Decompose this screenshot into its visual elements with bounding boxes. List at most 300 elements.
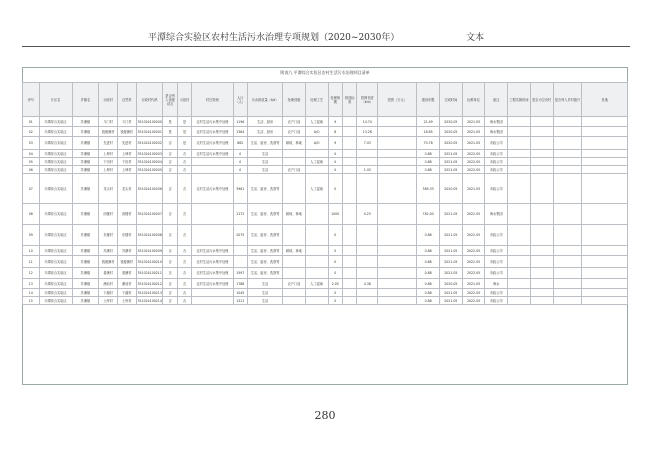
table-cell bbox=[530, 150, 553, 158]
table-cell: 平潭综合实验区 bbox=[39, 204, 72, 225]
table-cell bbox=[357, 297, 378, 305]
table-cell: 862 bbox=[233, 137, 247, 150]
table-caption: 附表九 平潭综合实验区农村生活污水治理项目清单 bbox=[280, 70, 370, 75]
table-cell: 7.43 bbox=[357, 137, 378, 150]
table-cell bbox=[553, 166, 582, 174]
table-cell bbox=[342, 256, 356, 268]
table-row bbox=[23, 127, 628, 137]
table-cell: 0 bbox=[328, 166, 342, 174]
table-cell: 生活 bbox=[248, 289, 283, 297]
table-cell bbox=[192, 297, 233, 305]
table-cell bbox=[342, 297, 356, 305]
table-row bbox=[23, 246, 628, 256]
table-cell: 上坤村 bbox=[117, 150, 136, 158]
table-cell bbox=[283, 225, 306, 246]
table-cell: 否 bbox=[177, 166, 191, 174]
table-cell: 市政公司 bbox=[485, 158, 508, 166]
table-cell bbox=[378, 289, 417, 297]
table-cell: 351024100201 bbox=[136, 127, 163, 137]
table-cell: 2075 bbox=[233, 225, 247, 246]
table-cell bbox=[283, 158, 306, 166]
table-cell: 看澳村 bbox=[117, 268, 136, 279]
table-cell: 苏澳镇 bbox=[72, 297, 99, 305]
table-cell: 市政公司 bbox=[485, 246, 508, 256]
table-cell bbox=[192, 225, 233, 246]
table-cell bbox=[582, 256, 628, 268]
table-cell: 市政公司 bbox=[485, 225, 508, 246]
table-cell: 否 bbox=[177, 225, 191, 246]
document-section-label: 文本 bbox=[466, 33, 485, 43]
table-cell bbox=[508, 166, 531, 174]
table-cell bbox=[553, 256, 582, 268]
table-cell bbox=[342, 166, 356, 174]
table-cell: 否 bbox=[177, 174, 191, 204]
table-cell bbox=[305, 225, 328, 246]
column-header: 备注 bbox=[485, 83, 508, 117]
table-cell: 人工湿地 bbox=[305, 117, 328, 127]
table-row bbox=[23, 166, 628, 174]
table-cell bbox=[582, 137, 628, 150]
table-cell: 是 bbox=[177, 117, 191, 127]
table-cell: 03 bbox=[23, 137, 40, 150]
table-cell bbox=[553, 246, 582, 256]
table-cell bbox=[553, 150, 582, 158]
table-cell: 苏澳镇 bbox=[72, 137, 99, 150]
table-cell bbox=[192, 158, 233, 166]
table-cell bbox=[342, 150, 356, 158]
table-cell: 下田村 bbox=[99, 158, 118, 166]
table-cell: 平潭综合实验区 bbox=[39, 256, 72, 268]
table-cell: 2022.05 bbox=[462, 150, 485, 158]
table-cell bbox=[342, 174, 356, 204]
table-cell bbox=[530, 246, 553, 256]
table-cell: 351024100206 bbox=[136, 174, 163, 204]
table-cell bbox=[342, 279, 356, 289]
table-cell: 2021.05 bbox=[439, 246, 462, 256]
table-cell bbox=[508, 117, 531, 127]
column-header: 其他 bbox=[582, 83, 628, 117]
table-cell: 2021.05 bbox=[439, 166, 462, 174]
table-cell bbox=[305, 166, 328, 174]
table-cell: 上坤村 bbox=[99, 150, 118, 158]
table-cell: 平潭综合实验区 bbox=[39, 150, 72, 158]
table-cell bbox=[192, 166, 233, 174]
table-cell: 0.88 bbox=[417, 279, 440, 289]
table-cell: 351024100205 bbox=[137, 167, 162, 172]
table-cell: 0 bbox=[328, 246, 342, 256]
table-cell: 农户门前 bbox=[283, 127, 306, 137]
table-cell: 2022.05 bbox=[462, 166, 485, 174]
table-cell: 0 bbox=[233, 150, 247, 158]
table-cell: 西楼村 bbox=[117, 204, 136, 225]
table-row bbox=[23, 137, 628, 150]
table-cell: 05 bbox=[23, 158, 40, 166]
table-cell: 生活、厨房、洗涤等 bbox=[248, 204, 283, 225]
table-cell: 2020.05 bbox=[439, 127, 462, 137]
table-cell: 平潭综合实验区 bbox=[39, 127, 72, 137]
table-cell bbox=[283, 256, 306, 268]
table-cell bbox=[283, 289, 306, 297]
table-cell: 否 bbox=[163, 297, 177, 305]
table-cell: 2021.05 bbox=[439, 297, 462, 305]
table-cell: 1788 bbox=[233, 279, 247, 289]
table-cell: 否 bbox=[163, 174, 177, 204]
table-cell: 07 bbox=[23, 174, 40, 204]
table-cell: 2021.05 bbox=[462, 117, 485, 127]
table-cell bbox=[357, 225, 378, 246]
table-cell: 苏澳镇 bbox=[72, 150, 99, 158]
table-cell: 市政公司 bbox=[485, 289, 508, 297]
table-cell: 否 bbox=[163, 158, 177, 166]
column-header: 运维单位 bbox=[462, 83, 485, 117]
table-cell: 0 bbox=[328, 256, 342, 268]
table-cell: 0 bbox=[328, 268, 342, 279]
table-cell: 否 bbox=[177, 256, 191, 268]
table-cell bbox=[553, 137, 582, 150]
table-cell: 2022.05 bbox=[462, 158, 485, 166]
table-row bbox=[23, 279, 628, 289]
table-cell: 14 bbox=[23, 289, 40, 297]
table-cell bbox=[378, 297, 417, 305]
table-cell bbox=[192, 204, 233, 225]
table-cell: 苏澳村 bbox=[99, 246, 118, 256]
table-cell bbox=[305, 256, 328, 268]
column-header: 是否列入省级试点 bbox=[163, 83, 177, 117]
table-cell: 下湖村 bbox=[99, 289, 118, 297]
table-cell: 农村生活污水集中处理 bbox=[192, 256, 233, 268]
table-cell: 15 bbox=[23, 297, 40, 305]
table-cell bbox=[530, 117, 553, 127]
table-cell: 否 bbox=[163, 246, 177, 256]
table-cell: 否 bbox=[163, 166, 177, 174]
table-cell: 782.00 bbox=[417, 204, 440, 225]
table-cell bbox=[378, 268, 417, 279]
column-header: 是否为空壳村 bbox=[530, 83, 553, 117]
table-cell: 否 bbox=[163, 225, 177, 246]
table-cell bbox=[582, 204, 628, 225]
table-cell: 11 bbox=[23, 256, 40, 268]
table-cell bbox=[508, 256, 531, 268]
table-cell: 耕地、林地 bbox=[283, 204, 306, 225]
table-cell: 农村生活污水集中处理 bbox=[192, 246, 233, 256]
table-cell: 1000 bbox=[328, 204, 342, 225]
table-cell bbox=[283, 150, 306, 158]
table-cell: 14.74 bbox=[357, 117, 378, 127]
table-cell: 351024100207 bbox=[136, 204, 163, 225]
table-cell: 土库村 bbox=[117, 297, 136, 305]
table-cell: 2022.05 bbox=[462, 297, 485, 305]
table-cell bbox=[357, 256, 378, 268]
column-header: 投资（万元） bbox=[378, 83, 417, 117]
table-cell bbox=[357, 174, 378, 204]
table-cell bbox=[357, 289, 378, 297]
column-header: 行政村 bbox=[99, 83, 118, 117]
table-cell: 1364 bbox=[233, 127, 247, 137]
table-cell bbox=[530, 256, 553, 268]
table-cell: 生活 bbox=[248, 150, 283, 158]
table-cell bbox=[378, 117, 417, 127]
table-body bbox=[23, 117, 628, 305]
table-cell: 否 bbox=[177, 297, 191, 305]
table-cell: 12 bbox=[23, 268, 40, 279]
table-cell: 生活、厨房 bbox=[248, 117, 283, 127]
table-cell: 351024100214 bbox=[137, 298, 162, 303]
table-row bbox=[23, 268, 628, 279]
table-cell: 否 bbox=[163, 204, 177, 225]
table-cell: 生活 bbox=[248, 166, 283, 174]
table-cell: 海水集团 bbox=[485, 204, 508, 225]
table-cell: 2021.05 bbox=[439, 268, 462, 279]
table-cell: 0 bbox=[233, 166, 247, 174]
table-cell: 385.33 bbox=[417, 174, 440, 204]
page-header bbox=[0, 30, 650, 44]
table-cell: 农户门前 bbox=[283, 166, 306, 174]
table-cell bbox=[582, 117, 628, 127]
table-cell: 351024100212 bbox=[136, 279, 163, 289]
table-cell: 耕地、林地 bbox=[283, 137, 306, 150]
table-cell bbox=[508, 297, 531, 305]
table-cell: 9 bbox=[328, 137, 342, 150]
table-row bbox=[23, 204, 628, 225]
table-cell: 13.26 bbox=[357, 127, 378, 137]
table-cell: 苏澳镇 bbox=[72, 166, 99, 174]
header-rule bbox=[22, 46, 630, 47]
table-cell: 苏澳镇 bbox=[72, 158, 99, 166]
table-cell bbox=[582, 150, 628, 158]
table-cell: 0 bbox=[328, 297, 342, 305]
table-cell: 70.78 bbox=[417, 137, 440, 150]
table-cell bbox=[378, 166, 417, 174]
table-cell bbox=[508, 150, 531, 158]
table-cell: 市政公司 bbox=[485, 268, 508, 279]
table-cell bbox=[530, 289, 553, 297]
table-cell: 2021.05 bbox=[439, 204, 462, 225]
table-cell: 钱便澳村 bbox=[99, 256, 118, 268]
table-cell bbox=[378, 246, 417, 256]
table-cell bbox=[582, 166, 628, 174]
table-cell: 东楼村 bbox=[99, 225, 118, 246]
table-row bbox=[23, 289, 628, 297]
table-cell: 否 bbox=[177, 279, 191, 289]
table-cell bbox=[530, 137, 553, 150]
table-cell bbox=[508, 174, 531, 204]
column-header: 乡镇名 bbox=[72, 83, 99, 117]
table-cell: 市政公司 bbox=[485, 150, 508, 158]
table-cell bbox=[305, 204, 328, 225]
table-cell: 04 bbox=[23, 150, 40, 158]
table-cell: 否 bbox=[163, 268, 177, 279]
table-cell bbox=[378, 137, 417, 150]
table-cell: 0 bbox=[233, 158, 247, 166]
table-cell: 平潭综合实验区 bbox=[39, 137, 72, 150]
table-cell: 市政公司 bbox=[485, 256, 508, 268]
table-cell: 9 bbox=[328, 117, 342, 127]
table-cell: 龙头村 bbox=[99, 174, 118, 204]
table-cell bbox=[508, 289, 531, 297]
table-cell: 1196 bbox=[233, 117, 247, 127]
table-cell: 平潭综合实验区 bbox=[39, 174, 72, 204]
table-cell: 0.88 bbox=[417, 289, 440, 297]
table-cell: 先进村 bbox=[117, 137, 136, 150]
table-header-row bbox=[23, 83, 628, 117]
table-cell: 人工湿地 bbox=[305, 158, 328, 166]
table-cell: 苏澳村 bbox=[117, 246, 136, 256]
table-cell bbox=[553, 117, 582, 127]
table-cell bbox=[553, 297, 582, 305]
table-cell bbox=[553, 289, 582, 297]
table-cell bbox=[378, 204, 417, 225]
table-cell: 08 bbox=[23, 204, 40, 225]
table-cell: 生活、厨房、洗涤等 bbox=[248, 225, 283, 246]
table-cell bbox=[553, 127, 582, 137]
table-cell: 0 bbox=[328, 174, 342, 204]
column-header: 管网长度（km） bbox=[357, 83, 378, 117]
table-cell: 上坤村 bbox=[99, 166, 118, 174]
table-cell: 0.88 bbox=[417, 225, 440, 246]
table-cell bbox=[508, 204, 531, 225]
column-header: 村庄规划 bbox=[192, 83, 233, 117]
table-cell: 351024100208 bbox=[136, 225, 163, 246]
table-cell bbox=[378, 174, 417, 204]
table-cell: 平潭综合实验区 bbox=[39, 246, 72, 256]
table-cell: 苏澳镇 bbox=[72, 268, 99, 279]
table-cell bbox=[530, 225, 553, 246]
table-cell: 平潭综合实验区 bbox=[39, 297, 72, 305]
table-cell: 生活 bbox=[248, 297, 283, 305]
table-cell: 市政公司 bbox=[485, 174, 508, 204]
table-cell: 0.88 bbox=[417, 256, 440, 268]
table-cell: 下田村 bbox=[117, 158, 136, 166]
column-header: 完成时间 bbox=[439, 83, 462, 117]
table-cell: 是 bbox=[177, 137, 191, 150]
table-cell: 是 bbox=[163, 117, 177, 127]
table-row bbox=[23, 117, 628, 127]
table-cell: 0.88 bbox=[417, 297, 440, 305]
table-cell bbox=[342, 225, 356, 246]
table-cell: A/O bbox=[305, 127, 328, 137]
table-cell: A/O bbox=[305, 137, 328, 150]
table-cell: 农村生活污水集中处理 bbox=[192, 150, 233, 158]
table-cell: 平潭综合实验区 bbox=[39, 166, 72, 174]
table-cell: 否 bbox=[163, 279, 177, 289]
table-cell: 钱便澳村 bbox=[117, 127, 136, 137]
table-cell: 上坤村 bbox=[117, 166, 136, 174]
table-row bbox=[23, 158, 628, 166]
table-cell: 21.49 bbox=[417, 117, 440, 127]
table-cell: 苏澳镇 bbox=[72, 289, 99, 297]
table-cell: 苏澳镇 bbox=[72, 127, 99, 137]
table-cell bbox=[508, 246, 531, 256]
column-header: 处理设施 bbox=[283, 83, 306, 117]
table-cell bbox=[357, 158, 378, 166]
table-cell: 平潭综合实验区 bbox=[39, 225, 72, 246]
table-row bbox=[23, 150, 628, 158]
table-cell bbox=[305, 268, 328, 279]
column-header: 污水排放量（t/d） bbox=[248, 83, 283, 117]
table-cell: 1045 bbox=[233, 289, 247, 297]
table-cell bbox=[530, 174, 553, 204]
column-header: 片区名 bbox=[39, 83, 72, 117]
table-cell: 否 bbox=[177, 246, 191, 256]
table-cell: 2021.05 bbox=[439, 256, 462, 268]
table-cell: 农户门前 bbox=[283, 117, 306, 127]
table-cell: 02 bbox=[23, 127, 40, 137]
table-cell: 澳前村 bbox=[99, 279, 118, 289]
table-cell: 平潭综合实验区 bbox=[39, 117, 72, 127]
table-cell: 0.23 bbox=[357, 204, 378, 225]
table-cell: 2021.05 bbox=[439, 225, 462, 246]
table-cell: 2021.05 bbox=[462, 174, 485, 204]
table-cell: 先进村 bbox=[99, 137, 118, 150]
table-cell: 0 bbox=[328, 150, 342, 158]
table-cell: 市政公司 bbox=[485, 166, 508, 174]
table-cell bbox=[530, 297, 553, 305]
table-cell bbox=[342, 117, 356, 127]
table-cell bbox=[508, 225, 531, 246]
table-cell: 2021.05 bbox=[462, 279, 485, 289]
table-cell: 生活 bbox=[248, 279, 283, 289]
table-cell: 2020.05 bbox=[439, 137, 462, 150]
table-cell: 是 bbox=[163, 127, 177, 137]
table-cell: 351024100204 bbox=[137, 159, 162, 164]
table-cell bbox=[582, 297, 628, 305]
table-row bbox=[23, 297, 628, 305]
table-cell: 农户门前 bbox=[283, 279, 306, 289]
table-cell: 看澳村 bbox=[99, 268, 118, 279]
table-cell bbox=[553, 279, 582, 289]
table-cell bbox=[508, 158, 531, 166]
table-cell bbox=[582, 279, 628, 289]
table-cell bbox=[342, 137, 356, 150]
document-title: 平潭综合实验区农村生活污水治理专项规划（2020~2030年） bbox=[148, 33, 400, 43]
table-cell: 否 bbox=[163, 137, 177, 150]
table-cell: 苏澳镇 bbox=[72, 117, 99, 127]
column-header: 处理规模 bbox=[328, 83, 342, 117]
table-cell: 否 bbox=[177, 204, 191, 225]
table-cell: 否 bbox=[177, 289, 191, 297]
column-header: 行政村代码 bbox=[136, 83, 163, 117]
table-cell: 0 bbox=[328, 158, 342, 166]
table-cell bbox=[378, 158, 417, 166]
table-cell: 1597 bbox=[233, 268, 247, 279]
page-number: 280 bbox=[314, 409, 336, 422]
table-cell: 2021.05 bbox=[439, 150, 462, 158]
table-cell: 土库村 bbox=[99, 297, 118, 305]
table-cell: 0.88 bbox=[417, 268, 440, 279]
table-cell bbox=[305, 150, 328, 158]
table-cell: 生活、厨房、洗涤等 bbox=[248, 137, 283, 150]
table-cell: 农村生活污水集中处理 bbox=[192, 268, 233, 279]
table-cell: 351024100209 bbox=[136, 246, 163, 256]
table-cell bbox=[553, 204, 582, 225]
table-cell bbox=[378, 279, 417, 289]
table-cell: 斗门村 bbox=[99, 117, 118, 127]
table-cell bbox=[342, 204, 356, 225]
table-cell: 2020.05 bbox=[439, 279, 462, 289]
table-cell bbox=[378, 225, 417, 246]
table-cell bbox=[357, 246, 378, 256]
table-cell bbox=[530, 268, 553, 279]
table-cell: 8 bbox=[328, 127, 342, 137]
table-row bbox=[23, 174, 628, 204]
table-cell: 0.88 bbox=[417, 246, 440, 256]
table-cell: 2022.05 bbox=[462, 268, 485, 279]
table-cell bbox=[378, 127, 417, 137]
table-cell bbox=[582, 246, 628, 256]
table-cell: 海水集团 bbox=[485, 117, 508, 127]
table-cell: 2022.05 bbox=[462, 246, 485, 256]
table-cell bbox=[305, 297, 328, 305]
